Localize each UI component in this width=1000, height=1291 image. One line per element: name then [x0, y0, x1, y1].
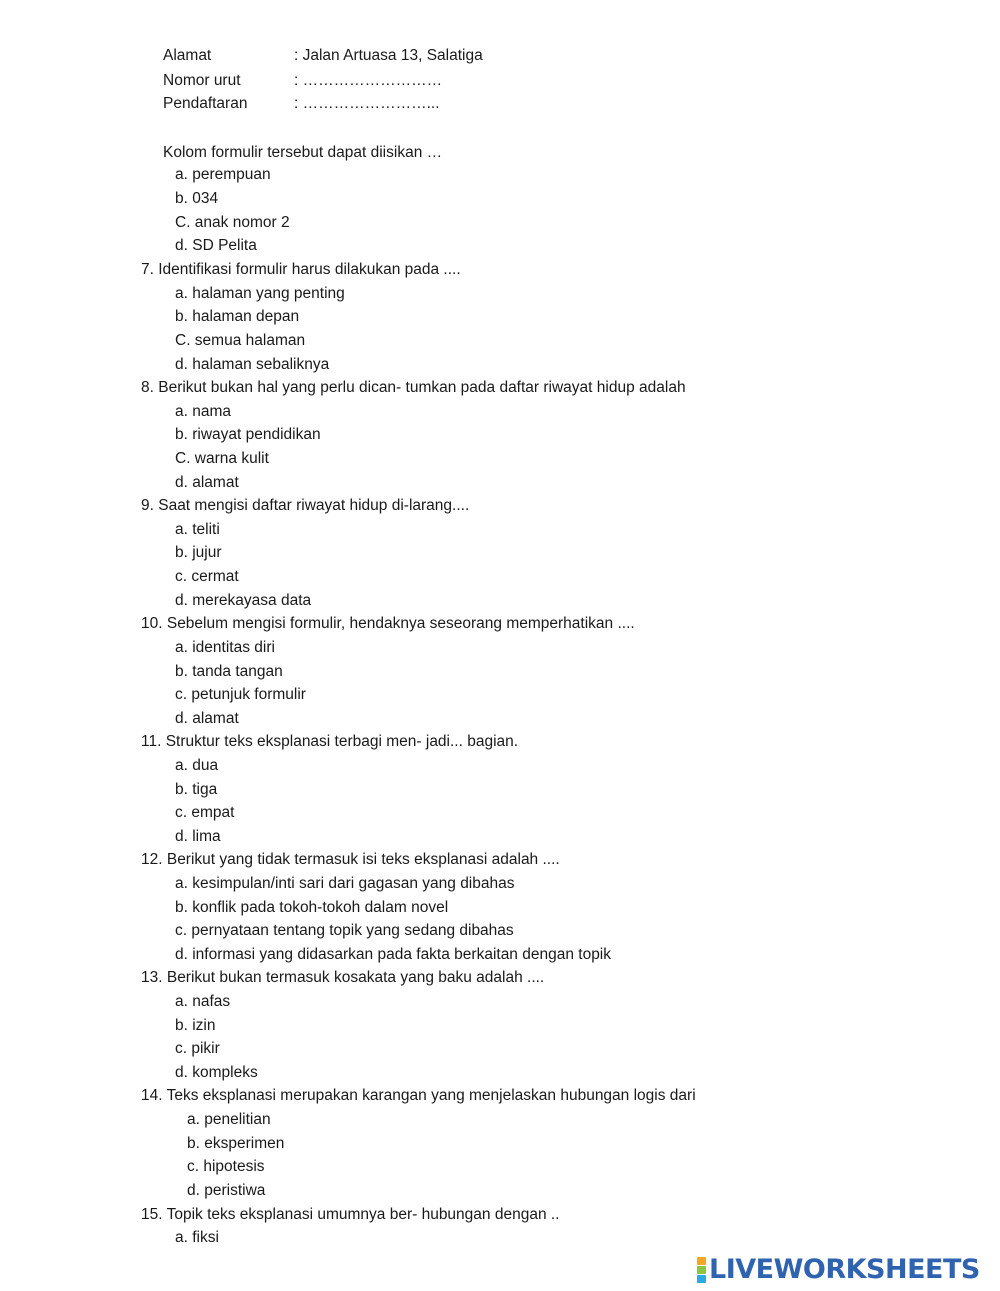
option[interactable]: a. identitas diri: [175, 639, 275, 656]
option[interactable]: c. hipotesis: [187, 1158, 265, 1175]
option[interactable]: b. halaman depan: [175, 308, 300, 325]
option[interactable]: c. pernyataan tentang topik yang sedang dibahas: [175, 922, 514, 939]
question-stem: 13. Berikut bukan termasuk kosakata yang baku adalah ....: [141, 969, 545, 986]
option[interactable]: b. 034: [175, 190, 219, 207]
option[interactable]: a. teliti: [175, 521, 220, 538]
question-stem: 11. Struktur teks eksplanasi terbagi men- jadi... bagian.: [141, 733, 519, 750]
option[interactable]: b. eksperimen: [187, 1135, 285, 1152]
form-value-nomor-urut: : ………………………: [294, 72, 443, 89]
option[interactable]: d. merekayasa data: [175, 592, 312, 609]
option[interactable]: c. empat: [175, 804, 235, 821]
option[interactable]: b. tiga: [175, 781, 218, 798]
option[interactable]: b. konflik pada tokoh-tokoh dalam novel: [175, 899, 449, 916]
option[interactable]: a. nama: [175, 403, 232, 420]
option[interactable]: a. perempuan: [175, 166, 271, 183]
option[interactable]: b. jujur: [175, 544, 222, 561]
option[interactable]: b. tanda tangan: [175, 663, 283, 680]
liveworksheets-logo: [697, 1256, 980, 1284]
option[interactable]: d. lima: [175, 828, 221, 845]
form-label-nomor-urut: Nomor urut: [163, 72, 241, 89]
option[interactable]: d. halaman sebaliknya: [175, 356, 330, 373]
option[interactable]: a. penelitian: [187, 1111, 271, 1128]
option[interactable]: c. pikir: [175, 1040, 220, 1057]
question-stem: 8. Berikut bukan hal yang perlu dican- tumkan pada daftar riwayat hidup adalah: [141, 379, 686, 396]
option[interactable]: C. anak nomor 2: [175, 214, 290, 231]
option[interactable]: a. kesimpulan/inti sari dari gagasan yang dibahas: [175, 875, 515, 892]
option[interactable]: a. nafas: [175, 993, 231, 1010]
option[interactable]: b. riwayat pendidikan: [175, 426, 321, 443]
option[interactable]: c. petunjuk formulir: [175, 686, 306, 703]
option[interactable]: a. fiksi: [175, 1229, 219, 1246]
question-stem: 12. Berikut yang tidak termasuk isi teks eksplanasi adalah ....: [141, 851, 560, 868]
option[interactable]: d. peristiwa: [187, 1182, 266, 1199]
form-value-alamat: : Jalan Artuasa 13, Salatiga: [294, 47, 483, 64]
option[interactable]: a. halaman yang penting: [175, 285, 345, 302]
option[interactable]: d. alamat: [175, 710, 239, 727]
question-stem: 10. Sebelum mengisi formulir, hendaknya seseorang memperhatikan ....: [141, 615, 635, 632]
form-value-pendaftaran: : ……………………...: [294, 95, 440, 112]
option[interactable]: d. SD Pelita: [175, 237, 257, 254]
option[interactable]: d. kompleks: [175, 1064, 258, 1081]
option[interactable]: b. izin: [175, 1017, 216, 1034]
form-label-alamat: Alamat: [163, 47, 212, 64]
question-stem: 15. Topik teks eksplanasi umumnya ber- hubungan dengan ..: [141, 1206, 560, 1223]
form-label-pendaftaran: Pendaftaran: [163, 95, 248, 112]
logo-tiles-icon: [697, 1257, 706, 1283]
option[interactable]: C. warna kulit: [175, 450, 269, 467]
logo-tile-w: [697, 1266, 706, 1274]
question-stem: 14. Teks eksplanasi merupakan karangan yang menjelaskan hubungan logis dari: [141, 1087, 696, 1104]
logo-tile-s: [697, 1275, 706, 1283]
option[interactable]: c. cermat: [175, 568, 239, 585]
option[interactable]: d. alamat: [175, 474, 239, 491]
logo-tile-l: [697, 1257, 706, 1265]
logo-wordmark: LIVEWORKSHEETS: [709, 1254, 980, 1285]
question-stem: Kolom formulir tersebut dapat diisikan …: [163, 144, 443, 161]
option[interactable]: a. dua: [175, 757, 219, 774]
option[interactable]: d. informasi yang didasarkan pada fakta berkaitan dengan topik: [175, 946, 612, 963]
question-stem: 7. Identifikasi formulir harus dilakukan pada ....: [141, 261, 461, 278]
question-stem: 9. Saat mengisi daftar riwayat hidup di-larang....: [141, 497, 470, 514]
option[interactable]: C. semua halaman: [175, 332, 306, 349]
